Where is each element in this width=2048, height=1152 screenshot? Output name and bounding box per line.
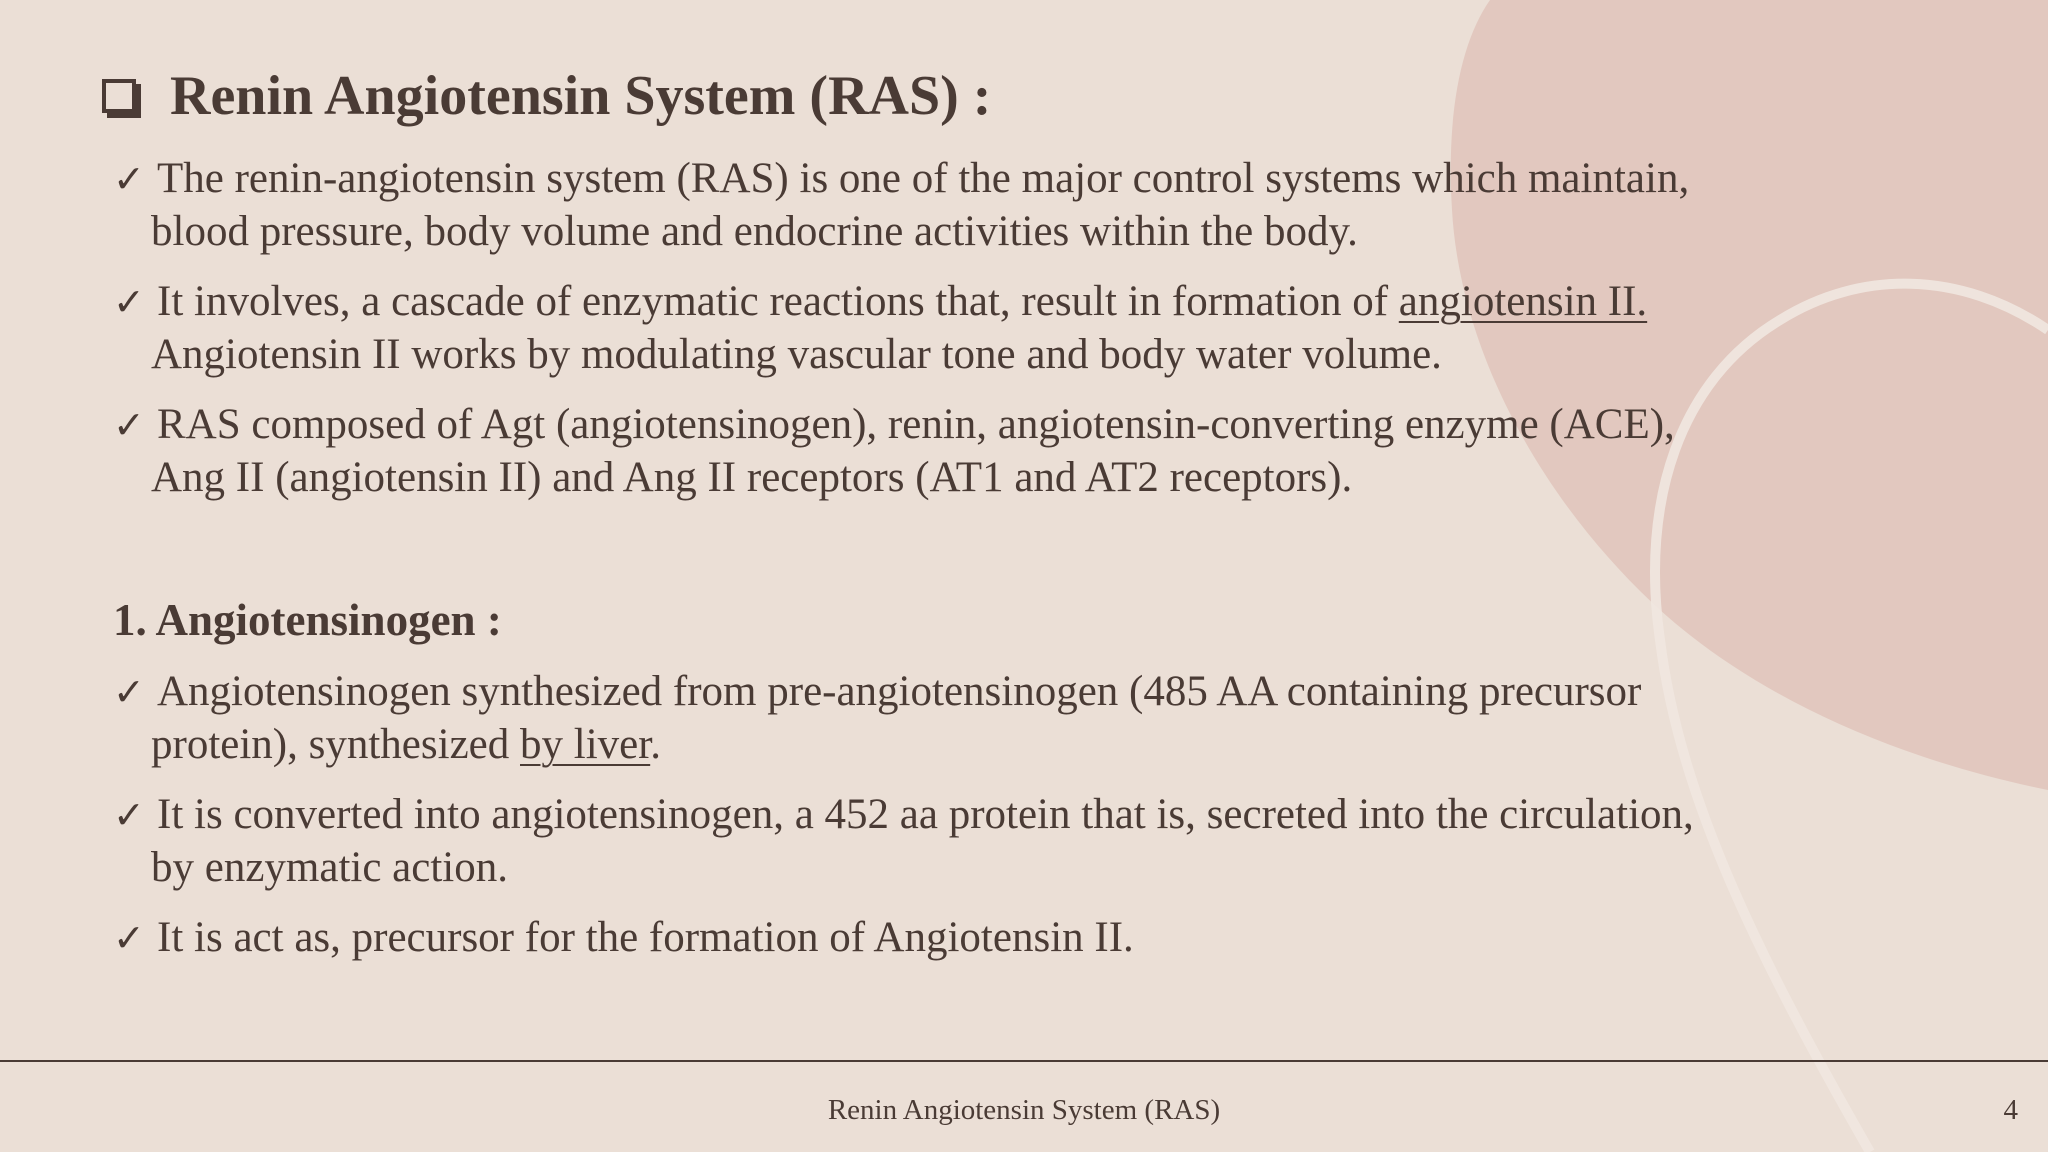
checkmark-icon: ✓ (113, 405, 145, 447)
bullet-intro-2 (113, 276, 1873, 380)
section-heading: 1. Angiotensinogen : (113, 595, 502, 645)
bullet-text-continued: protein), synthesized (151, 721, 520, 768)
bullet-text-continued: Angiotensin II works by modulating vascular tone and body water volume. (151, 331, 1442, 378)
bullet-text: It is act as, precursor for the formation of Angiotensin II. (157, 914, 1134, 961)
checkmark-icon: ✓ (113, 159, 145, 201)
bullet-section-1 (113, 666, 1873, 770)
bullet-section-3 (113, 912, 1873, 965)
title-row (102, 58, 991, 134)
bullet-text: RAS composed of Agt (angiotensinogen), renin, angiotensin-converting enzyme (ACE), (157, 401, 1675, 448)
bullet-text: It involves, a cascade of enzymatic reactions that, result in formation of (157, 278, 1399, 325)
by-liver-link[interactable]: by liver (520, 721, 651, 768)
bullet-text: It is converted into angiotensinogen, a 452 aa protein that is, secreted into the circulation, (157, 791, 1694, 838)
bullet-text: Angiotensinogen synthesized from pre-angiotensinogen (485 AA containing precursor (157, 668, 1642, 715)
bullet-text-continued: blood pressure, body volume and endocrine activities within the body. (151, 208, 1358, 255)
bullet-text-continued: by enzymatic action. (151, 844, 508, 891)
footer-title: Renin Angiotensin System (RAS) (827, 1094, 1221, 1126)
angiotensin-ii-link[interactable]: angiotensin II. (1398, 278, 1648, 325)
checkmark-icon: ✓ (113, 795, 145, 837)
checkmark-icon: ✓ (113, 918, 145, 960)
footer-divider (0, 1060, 2048, 1062)
bullet-intro-3 (113, 399, 1873, 503)
bullet-text-end: . (650, 721, 661, 768)
bullet-section-2 (113, 789, 1873, 893)
square-bullet-icon (102, 79, 136, 113)
bullet-intro-1 (113, 153, 1873, 257)
bullet-text-continued: Ang II (angiotensin II) and Ang II receptors (AT1 and AT2 receptors). (151, 454, 1353, 501)
bullet-text: The renin-angiotensin system (RAS) is one of the major control systems which maintain, (157, 155, 1690, 202)
checkmark-icon: ✓ (113, 282, 145, 324)
checkmark-icon: ✓ (113, 672, 145, 714)
page-number: 4 (2003, 1094, 2018, 1126)
slide-title: Renin Angiotensin System (RAS) : (170, 65, 992, 127)
